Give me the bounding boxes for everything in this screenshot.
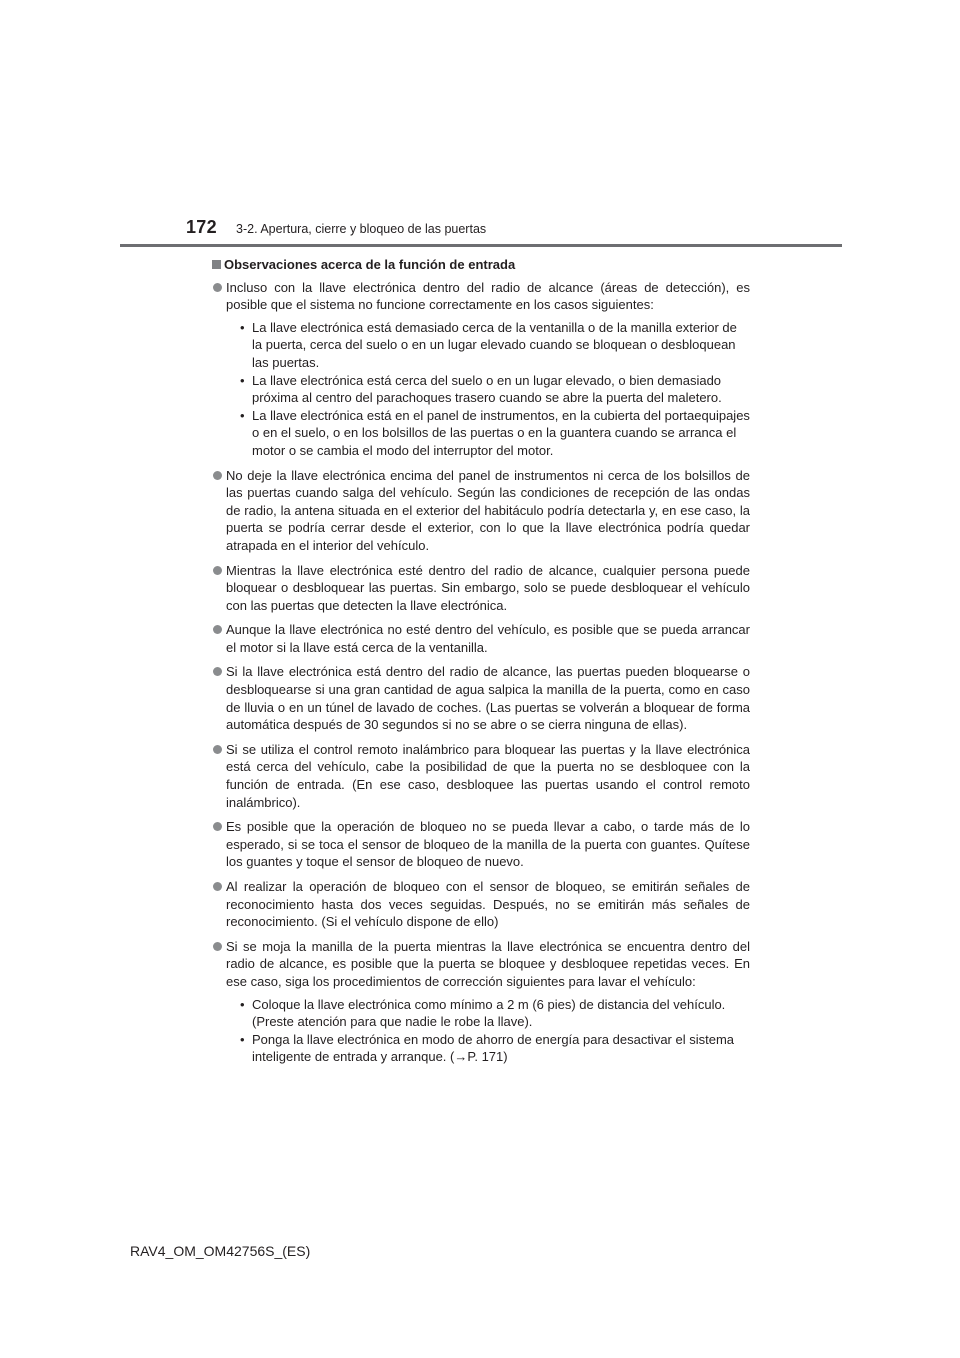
- sublist-item-text: La llave electrónica está cerca del suelo o en un lugar elevado, o bien demasiado próxima al centro del parachoques trasero cuando se abre la puerta del maletero.: [252, 372, 722, 406]
- list-item: [212, 741, 750, 811]
- list-item-text: Al realizar la operación de bloqueo con el sensor de bloqueo, se emitirán señales de reconocimiento hasta dos veces seguidas. Después, no se emitirán más señales de reconocimiento. (Si el vehículo dispone de ello): [226, 879, 750, 930]
- page-number: 172: [186, 217, 217, 237]
- list-item: [212, 663, 750, 733]
- list-item: [212, 938, 750, 1066]
- content: [212, 256, 750, 1073]
- list-item-text: No deje la llave electrónica encima del panel de instrumentos ni cerca de los bolsillos de las puertas cuando salga del vehículo. Según las condiciones de recepción de las ondas de radio, la antena situada en el exterior del habitáculo podría detectarla y, en ese caso, la puerta se podría cerrar desde el exterior, con lo que la llave electrónica podría quedar atrapada en el interior del vehículo.: [226, 467, 750, 553]
- round-bullet-icon: [213, 625, 222, 634]
- round-bullet-icon: [213, 283, 222, 292]
- sublist-item: [226, 996, 750, 1031]
- list-item-text: Mientras la llave electrónica esté dentro del radio de alcance, cualquier persona puede bloquear o desbloquear las puertas. Sin embargo, solo se puede desbloquear el vehículo con las puertas que detecten la llave electrónica.: [226, 562, 750, 613]
- list-item-text: Incluso con la llave electrónica dentro del radio de alcance (áreas de detección), es posible que el sistema no funcione correctamente en los casos siguientes:: [226, 279, 750, 313]
- list-item: [212, 818, 750, 871]
- list-item-text: Si la llave electrónica está dentro del radio de alcance, las puertas pueden bloquearse o desbloquearse si una gran cantidad de agua salpica la manilla de la puerta, como en caso de lluvia o en un túnel de lavado de coches. (Las puertas se volverán a bloquear de forma automática después de 30 segundos si no se abre o se cierra ninguna de ellas).: [226, 664, 750, 733]
- list-item: [212, 878, 750, 931]
- sublist-item: [226, 319, 750, 372]
- section-heading-text: Observaciones acerca de la función de entrada: [224, 257, 516, 272]
- list-item: [212, 562, 750, 615]
- document-footer: RAV4_OM_OM42756S_(ES): [130, 1243, 311, 1259]
- sublist-item-text: Coloque la llave electrónica como mínimo a 2 m (6 pies) de distancia del vehículo. (Preste atención para que nadie le robe la llave).: [252, 996, 726, 1030]
- header-rule: [120, 244, 842, 247]
- sublist-item-text: La llave electrónica está demasiado cerca de la ventanilla o de la manilla exterior de la puerta, cerca del suelo o en un lugar elevado cuando se bloquean o desbloquean las puertas.: [252, 319, 737, 370]
- round-bullet-icon: [213, 667, 222, 676]
- list-item-text: Es posible que la operación de bloqueo no se pueda llevar a cabo, o tarde más de lo esperado, si se toca el sensor de bloqueo de la manilla de la puerta con guantes. Quítese los guantes y toque el sensor de bloqueo de nuevo.: [226, 819, 750, 870]
- list-item: [212, 621, 750, 656]
- list-item: [212, 467, 750, 555]
- sublist-item: [226, 372, 750, 407]
- round-bullet-icon: [213, 942, 222, 951]
- small-bullet-icon: •: [240, 996, 245, 1012]
- list-item-text: Aunque la llave electrónica no esté dentro del vehículo, es posible que se pueda arrancar el motor si la llave está cerca de la ventanilla.: [226, 622, 750, 655]
- round-bullet-icon: [213, 566, 222, 575]
- round-bullet-icon: [213, 745, 222, 754]
- list-item-text: Si se moja la manilla de la puerta mientras la llave electrónica se encuentra dentro del radio de alcance, es posible que la puerta se bloquee y desbloquee repetidas veces. En ese caso, siga los procedimientos de corrección siguientes para lavar el vehículo:: [226, 938, 750, 989]
- round-bullet-icon: [213, 882, 222, 891]
- sublist-item: [226, 1031, 750, 1066]
- section-title: 3-2. Apertura, cierre y bloqueo de las puertas: [236, 222, 487, 236]
- sublist: [226, 319, 750, 460]
- small-bullet-icon: •: [240, 407, 245, 423]
- sublist-item: [226, 407, 750, 460]
- square-bullet-icon: [212, 260, 221, 269]
- sublist-item-text: Ponga la llave electrónica en modo de ahorro de energía para desactivar el sistema inteligente de entrada y arranque. (→P. 171): [252, 1031, 735, 1065]
- small-bullet-icon: •: [240, 319, 245, 335]
- round-bullet-icon: [213, 471, 222, 480]
- round-bullet-icon: [213, 822, 222, 831]
- sublist-item-text: La llave electrónica está en el panel de instrumentos, en la cubierta del portaequipajes o en el suelo, o en los bolsillos de las puertas o en la guantera cuando se arranca el motor o se cambia el modo del interruptor del motor.: [252, 407, 750, 458]
- sublist: [226, 996, 750, 1066]
- section-heading: [212, 256, 750, 274]
- small-bullet-icon: •: [240, 1031, 245, 1047]
- list-item-text: Si se utiliza el control remoto inalámbrico para bloquear las puertas y la llave electrónica está cerca del vehículo, cabe la posibilidad de que la puerta no se desbloquee con la función de entrada. (En ese caso, desbloquee las puertas usando el control remoto inalámbrico).: [226, 741, 750, 810]
- list-item: [212, 279, 750, 460]
- small-bullet-icon: •: [240, 372, 245, 388]
